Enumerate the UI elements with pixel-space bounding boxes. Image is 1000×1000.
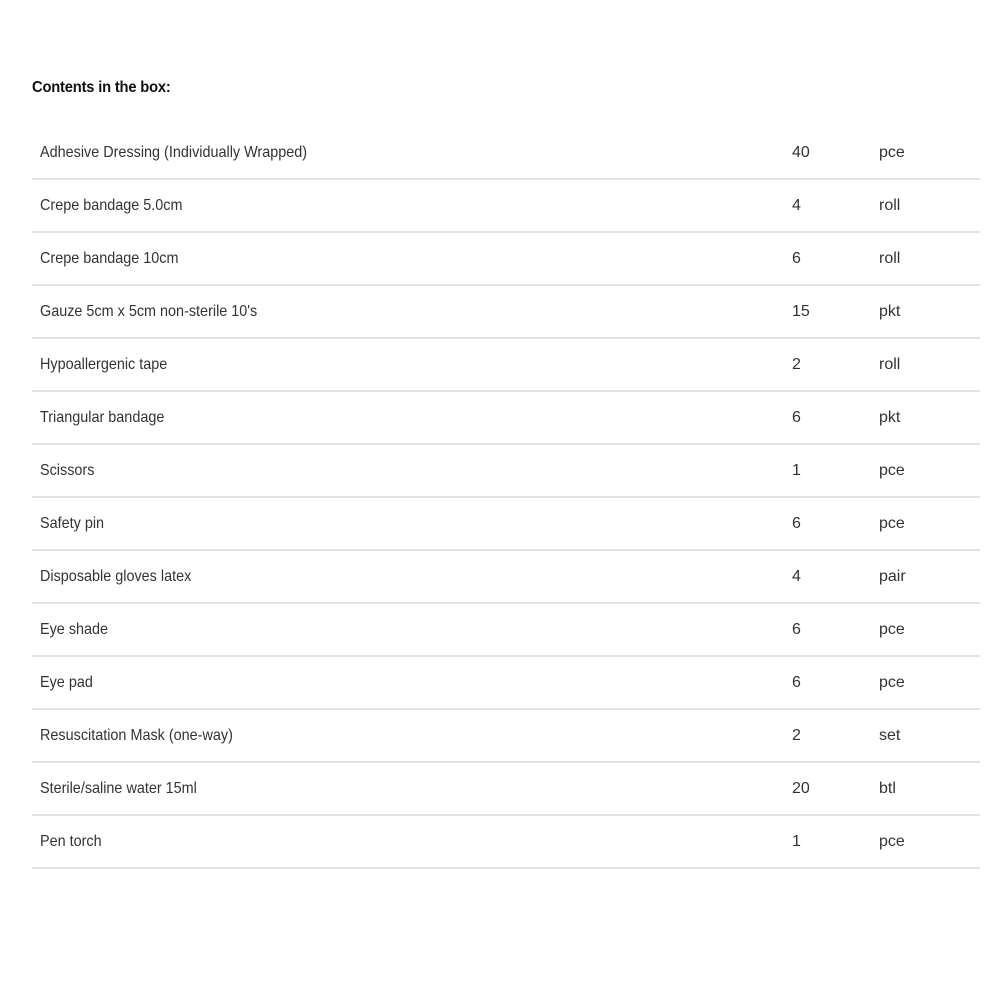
table-row xyxy=(32,710,980,763)
item-unit: pkt xyxy=(879,303,901,320)
item-quantity: 2 xyxy=(792,727,801,744)
item-quantity: 6 xyxy=(792,250,801,267)
item-name: Eye pad xyxy=(40,674,93,691)
item-quantity: 6 xyxy=(792,409,801,426)
item-name: Disposable gloves latex xyxy=(40,568,192,585)
table-row xyxy=(32,339,980,392)
item-quantity: 6 xyxy=(792,674,801,691)
item-name: Eye shade xyxy=(40,621,109,638)
item-name: Triangular bandage xyxy=(40,409,165,426)
item-quantity: 20 xyxy=(792,780,810,797)
item-quantity: 1 xyxy=(792,462,801,479)
contents-table xyxy=(32,127,980,869)
item-quantity: 1 xyxy=(792,833,801,850)
item-quantity: 40 xyxy=(792,144,810,161)
item-name: Hypoallergenic tape xyxy=(40,356,168,373)
table-row xyxy=(32,657,980,710)
table-row xyxy=(32,233,980,286)
item-unit: pkt xyxy=(879,409,901,426)
item-name: Safety pin xyxy=(40,515,105,532)
item-unit: pce xyxy=(879,144,905,161)
item-quantity: 2 xyxy=(792,356,801,373)
item-unit: pce xyxy=(879,674,905,691)
table-row xyxy=(32,763,980,816)
item-name: Pen torch xyxy=(40,833,102,850)
item-unit: set xyxy=(879,727,901,744)
table-row xyxy=(32,816,980,869)
table-row xyxy=(32,286,980,339)
item-quantity: 4 xyxy=(792,568,801,585)
item-name: Sterile/saline water 15ml xyxy=(40,780,197,797)
item-name: Resuscitation Mask (one-way) xyxy=(40,727,233,744)
item-unit: roll xyxy=(879,250,901,267)
item-name: Gauze 5cm x 5cm non-sterile 10's xyxy=(40,303,258,320)
item-quantity: 4 xyxy=(792,197,801,214)
item-quantity: 6 xyxy=(792,621,801,638)
table-row xyxy=(32,180,980,233)
item-name: Adhesive Dressing (Individually Wrapped) xyxy=(40,144,308,161)
item-unit: pce xyxy=(879,621,905,638)
item-unit: pce xyxy=(879,462,905,479)
contents-heading: Contents in the box: xyxy=(32,79,171,96)
item-unit: pce xyxy=(879,515,905,532)
item-name: Scissors xyxy=(40,462,95,479)
table-row xyxy=(32,127,980,180)
table-row xyxy=(32,445,980,498)
table-row xyxy=(32,392,980,445)
table-row xyxy=(32,604,980,657)
item-unit: roll xyxy=(879,356,901,373)
item-name: Crepe bandage 10cm xyxy=(40,250,179,267)
table-row xyxy=(32,498,980,551)
item-quantity: 15 xyxy=(792,303,810,320)
item-unit: pce xyxy=(879,833,905,850)
table-row xyxy=(32,551,980,604)
item-unit: btl xyxy=(879,780,896,797)
item-name: Crepe bandage 5.0cm xyxy=(40,197,183,214)
item-unit: roll xyxy=(879,197,901,214)
item-unit: pair xyxy=(879,568,906,585)
item-quantity: 6 xyxy=(792,515,801,532)
